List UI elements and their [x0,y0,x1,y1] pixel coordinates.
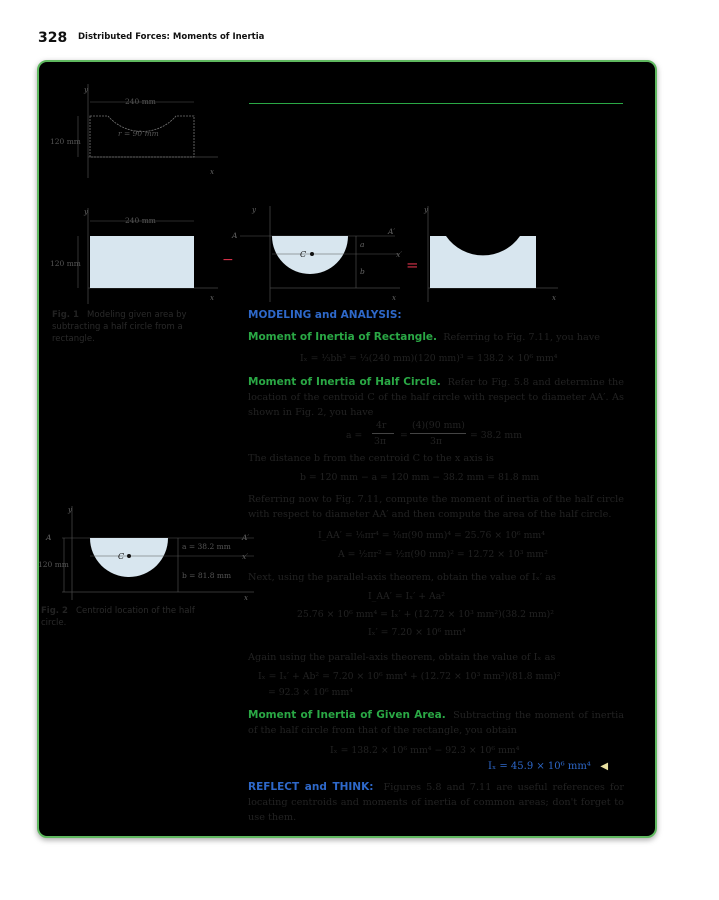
figure2-caption-text: Centroid location of the half circle. [41,606,195,628]
y-axis-label: y [252,206,256,214]
x-axis-label: x [552,294,556,302]
given-area-figure [48,82,228,182]
x-axis-label: x [244,594,248,602]
a-frac2-num: (4)(90 mm) [412,420,465,431]
label-a: a [360,240,365,249]
label-A-prime: A′ [388,227,396,236]
label-x-prime: x′ [396,250,402,259]
answer-value: Iₓ = 45.9 × 10⁶ mm⁴ [488,761,591,772]
label-A: A [46,533,52,542]
running-title: Distributed Forces: Moments of Inertia [78,32,265,42]
height-dim: 120 mm [50,137,81,146]
b-equation: b = 120 mm − a = 120 mm − 38.2 mm = 81.8 mm [300,472,540,483]
centroid-marker [310,252,314,256]
rectangle-paragraph [248,330,624,345]
ix-equation-1: Iₓ = Iₓ′ + Ab² = 7.20 × 10⁶ mm⁴ + (12.72 × 10³ mm²)(81.8 mm)² [258,671,561,682]
rect-text: Referring to Fig. 7.11, you have [443,332,600,343]
label-C: C [118,552,125,561]
height-dim: 120 mm [38,560,69,569]
a-frac1-num: 4r [376,420,387,431]
pa-equation-2: 25.76 × 10⁶ mm⁴ = Iₓ′ + (12.72 × 10³ mm²)(38.2 mm)² [297,609,555,620]
label-A-prime: A′ [242,533,250,542]
a-eq-right: = 38.2 mm [470,430,523,441]
final-answer [488,761,608,772]
reflect-heading: REFLECT and THINK: [248,781,374,793]
figure2-caption-label: Fig. 2 [41,606,68,616]
green-rule [249,103,623,104]
a-frac2-den: 3π [430,436,443,447]
half-heading: Moment of Inertia of Half Circle. [248,376,441,388]
y-axis-label: y [424,206,428,214]
result-shape [430,236,536,288]
a-eq-mid: = [400,430,408,441]
centroid-marker [127,554,131,558]
given-equation: Iₓ = 138.2 × 10⁶ mm⁴ − 92.3 × 10⁶ mm⁴ [330,745,520,756]
parallel1-text: Next, using the parallel-axis theorem, obtain the value of Iₓ′ as [248,572,556,583]
y-axis-label: y [68,506,72,514]
half-text: Refer to Fig. 5.8 and determine the location of the centroid C of the half circle with respect to diameter AA′. As shown in Fig. 2, you have [248,377,624,418]
x-axis-label: x [210,168,214,176]
label-x-prime: x′ [242,552,248,561]
figure1-caption-text: Modeling given area by subtracting a half circle from a rectangle. [52,310,187,344]
minus-sign: − [222,252,234,268]
reflect-paragraph [248,780,624,825]
rect-heading: Moment of Inertia of Rectangle. [248,331,438,343]
label-A: A [232,231,238,240]
rectangle-shape [90,236,194,288]
b-dim: b = 81.8 mm [182,571,232,580]
half-circle-figure [230,204,410,304]
given-heading: Moment of Inertia of Given Area. [248,709,446,721]
reflect-text: Figures 5.8 and 7.11 are useful references for locating centroids and moments of inertia of common areas; don't forget to use them. [248,782,624,823]
rect-equation: Iₓ = ⅓bh³ = ⅓(240 mm)(120 mm)³ = 138.2 × 10⁶ mm⁴ [300,353,558,364]
modeling-heading [248,308,624,323]
y-axis-label: y [84,86,88,94]
page-number: 328 [38,30,68,46]
figure2-caption [41,605,216,629]
answer-marker-icon: ◀ [600,761,609,772]
pa-equation-3: Iₓ′ = 7.20 × 10⁶ mm⁴ [368,627,466,638]
refer-paragraph: Referring now to Fig. 7.11, compute the moment of inertia of the half circle with respect to diameter AA′ and then compute the area of the half circle. [248,494,624,520]
x-axis-label: x [392,294,396,302]
a-frac1-den: 3π [374,436,387,447]
iaa-equation: I_AA′ = ⅛πr⁴ = ⅛π(90 mm)⁴ = 25.76 × 10⁶ mm⁴ [318,530,545,541]
width-dim: 240 mm [125,97,156,106]
given-paragraph [248,708,624,738]
distance-text: The distance b from the centroid C to the x axis is [248,453,494,464]
height-dim: 120 mm [50,259,81,268]
a-dim: a = 38.2 mm [182,542,231,551]
result-figure [408,204,568,304]
radius-dim: r = 90 mm [118,129,159,138]
label-C: C [300,250,307,259]
equals-sign: = [406,256,419,274]
half-circle-paragraph [248,375,624,420]
modeling-heading-text: MODELING and ANALYSIS: [248,309,402,321]
x-axis-label: x [210,294,214,302]
given-text: Subtracting the moment of inertia of the half circle from that of the rectangle, you obtain [248,710,624,736]
pa-equation-1: I_AA′ = Iₓ′ + Aa² [368,591,445,602]
width-dim: 240 mm [125,216,156,225]
figure1-caption-label: Fig. 1 [52,310,79,320]
a-eq-left: a = [346,430,363,441]
centroid-figure [36,504,256,604]
ix-equation-2: = 92.3 × 10⁶ mm⁴ [268,687,354,698]
area-equation: A = ½πr² = ½π(90 mm)² = 12.72 × 10³ mm² [338,549,548,560]
parallel2-text: Again using the parallel-axis theorem, obtain the value of Iₓ as [248,652,556,663]
half-circle-shape [272,236,348,274]
rectangle-figure [48,206,228,306]
figure1-caption [52,309,227,345]
label-b: b [360,267,365,276]
y-axis-label: y [84,208,88,216]
